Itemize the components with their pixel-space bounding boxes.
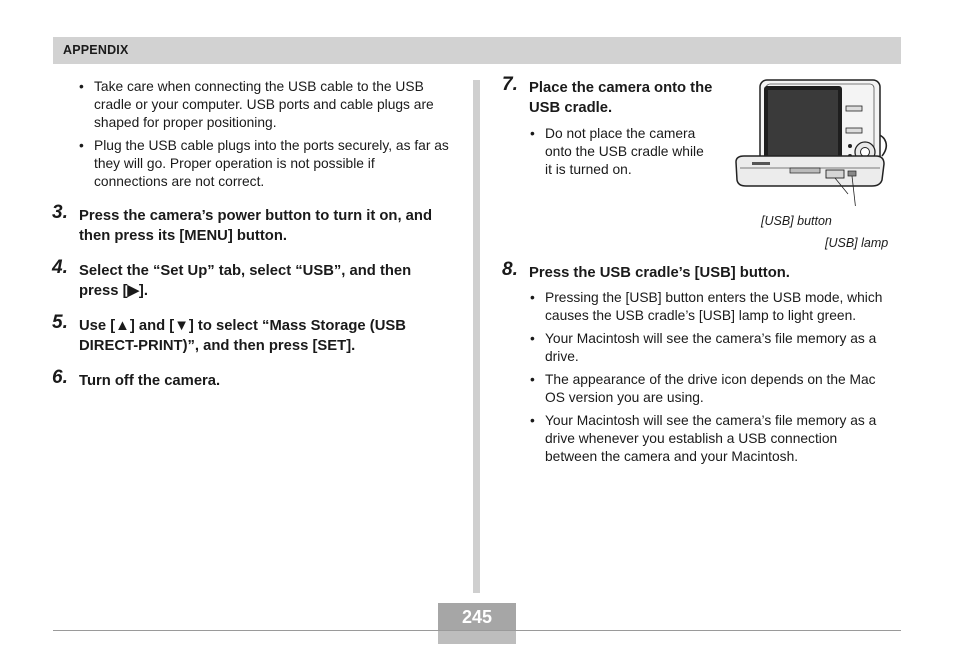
list-item: • Pressing the [USB] button enters the USB mode, which causes the USB cradle’s [USB] lamp to light green. [529, 289, 891, 325]
left-bullet-list [78, 78, 450, 191]
header-bar [53, 37, 901, 64]
step-text: Use [▲] and [▼] to select “Mass Storage (USB DIRECT-PRINT)”, and then press [SET]. [79, 318, 406, 354]
list-item: • The appearance of the drive icon depends on the Mac OS version you are using. [529, 371, 891, 407]
step-number: 6. [52, 367, 68, 388]
usb-lamp-caption: [USB] lamp [825, 236, 889, 250]
step-text: Place the camera onto the USB cradle. [529, 80, 713, 116]
step-4 [52, 257, 439, 301]
step-number: 7. [502, 74, 518, 95]
step-text: Turn off the camera. [79, 373, 221, 389]
step-7 [502, 74, 719, 184]
step-number: 8. [502, 259, 518, 280]
usb-button-caption: [USB] button [761, 214, 832, 228]
step-6 [52, 367, 454, 391]
step-number: 4. [52, 257, 68, 278]
list-item: • Plug the USB cable plugs into the ports securely, as far as they will go. Proper operation is not possible if connections are not correct. [78, 137, 450, 191]
step-number: 5. [52, 312, 68, 333]
page-badge-bottom [438, 631, 516, 644]
step-3 [52, 202, 454, 246]
step-number: 3. [52, 202, 68, 223]
list-item: • Do not place the camera onto the USB cradle while it is turned on. [529, 125, 714, 179]
step-text: Press the USB cradle’s [USB] button. [529, 265, 790, 281]
step-7-bullet-list [529, 125, 714, 179]
camera-cradle-illustration [730, 76, 890, 206]
page-number: 245 [461, 607, 493, 627]
step-text: Press the camera’s power button to turn it on, and then press its [MENU] button. [79, 208, 432, 244]
section-title: APPENDIX [63, 43, 129, 57]
list-item: • Your Macintosh will see the camera’s file memory as a drive whenever you establish a USB connection between the camera and your Macintosh. [529, 412, 891, 466]
column-divider [473, 80, 480, 593]
list-item: • Your Macintosh will see the camera’s file memory as a drive. [529, 330, 891, 366]
left-column [52, 78, 458, 391]
step-8-bullet-list [529, 289, 891, 466]
step-8 [502, 259, 899, 471]
step-text: Select the “Set Up” tab, select “USB”, and then press [▶]. [79, 263, 412, 299]
list-item: • Take care when connecting the USB cable to the USB cradle or your computer. USB ports and cable plugs are shaped for proper positioning. [78, 78, 450, 132]
page-number-badge [438, 603, 516, 644]
step-5 [52, 312, 454, 356]
